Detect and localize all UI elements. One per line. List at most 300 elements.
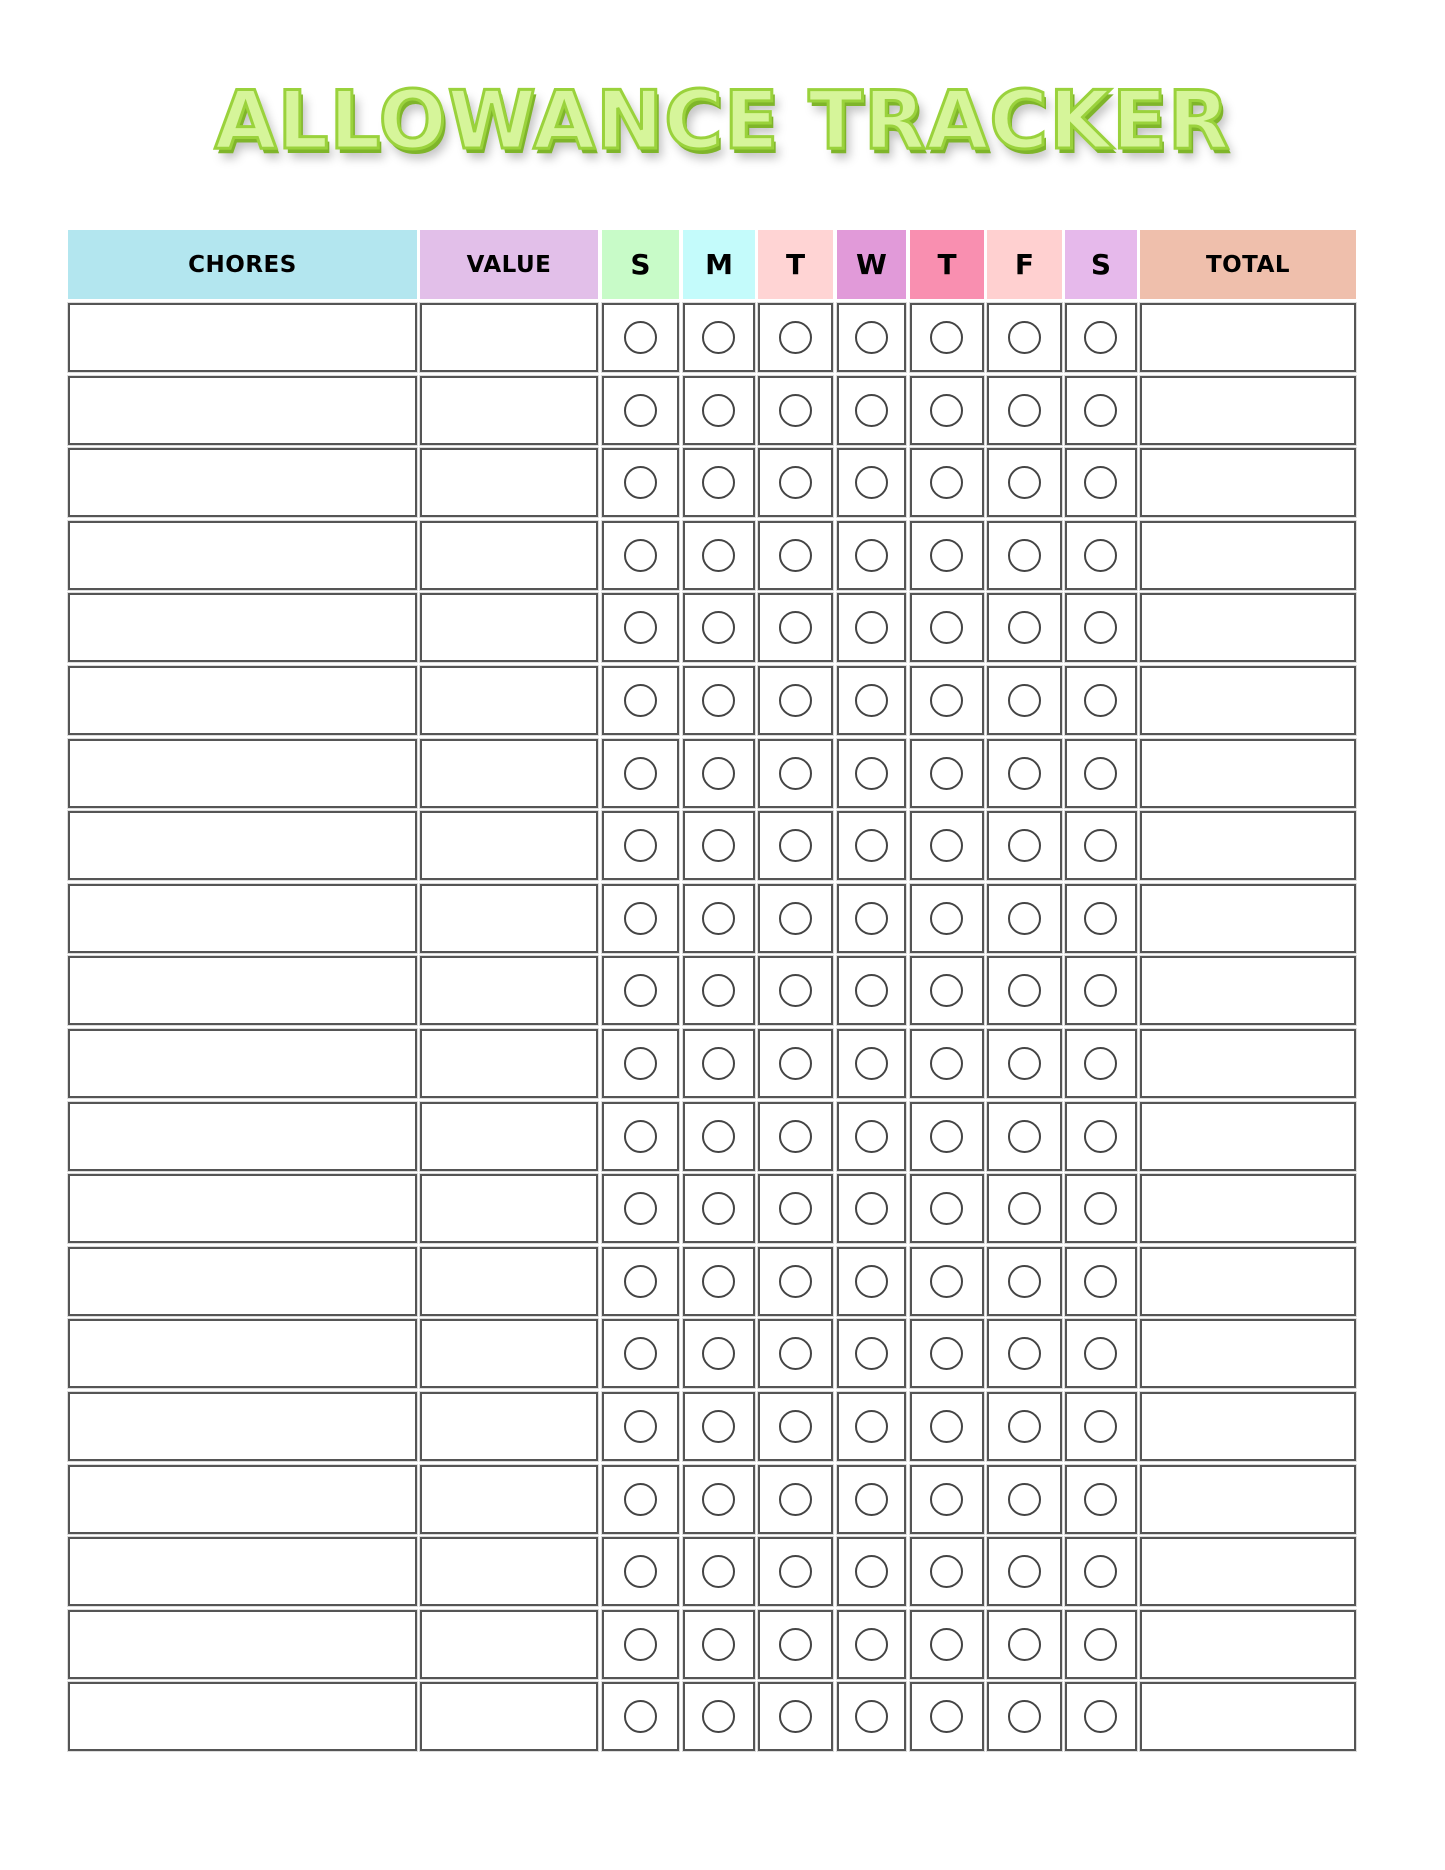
chore-cell[interactable] xyxy=(68,1537,417,1606)
day-check-cell[interactable] xyxy=(910,1247,984,1316)
checkbox-circle[interactable] xyxy=(1084,1555,1117,1588)
checkbox-circle[interactable] xyxy=(930,394,963,427)
checkbox-circle[interactable] xyxy=(855,466,888,499)
checkbox-circle[interactable] xyxy=(1008,1265,1041,1298)
checkbox-circle[interactable] xyxy=(1084,684,1117,717)
day-check-cell[interactable] xyxy=(910,666,984,735)
day-check-cell[interactable] xyxy=(987,739,1062,808)
checkbox-circle[interactable] xyxy=(1084,1410,1117,1443)
total-cell[interactable] xyxy=(1140,1682,1356,1751)
checkbox-circle[interactable] xyxy=(1084,1192,1117,1225)
day-check-cell[interactable] xyxy=(910,1682,984,1751)
checkbox-circle[interactable] xyxy=(702,1410,735,1443)
total-cell[interactable] xyxy=(1140,303,1356,372)
checkbox-circle[interactable] xyxy=(855,829,888,862)
day-check-cell[interactable] xyxy=(837,1610,906,1679)
checkbox-circle[interactable] xyxy=(779,1700,812,1733)
day-check-cell[interactable] xyxy=(987,593,1062,662)
day-check-cell[interactable] xyxy=(837,1319,906,1388)
total-cell[interactable] xyxy=(1140,1247,1356,1316)
checkbox-circle[interactable] xyxy=(1008,394,1041,427)
checkbox-circle[interactable] xyxy=(779,829,812,862)
day-check-cell[interactable] xyxy=(987,1102,1062,1171)
day-check-cell[interactable] xyxy=(602,1319,679,1388)
day-check-cell[interactable] xyxy=(1065,884,1137,953)
chore-cell[interactable] xyxy=(68,1102,417,1171)
day-check-cell[interactable] xyxy=(1065,1537,1137,1606)
checkbox-circle[interactable] xyxy=(702,1628,735,1661)
day-check-cell[interactable] xyxy=(987,448,1062,517)
day-check-cell[interactable] xyxy=(987,1174,1062,1243)
day-check-cell[interactable] xyxy=(837,1247,906,1316)
checkbox-circle[interactable] xyxy=(930,1337,963,1370)
day-check-cell[interactable] xyxy=(758,448,833,517)
checkbox-circle[interactable] xyxy=(930,1120,963,1153)
value-cell[interactable] xyxy=(420,1682,598,1751)
day-check-cell[interactable] xyxy=(602,884,679,953)
checkbox-circle[interactable] xyxy=(624,974,657,1007)
day-check-cell[interactable] xyxy=(602,448,679,517)
day-check-cell[interactable] xyxy=(602,303,679,372)
checkbox-circle[interactable] xyxy=(702,684,735,717)
checkbox-circle[interactable] xyxy=(702,466,735,499)
day-check-cell[interactable] xyxy=(602,739,679,808)
day-check-cell[interactable] xyxy=(910,956,984,1025)
checkbox-circle[interactable] xyxy=(779,1120,812,1153)
checkbox-circle[interactable] xyxy=(624,902,657,935)
day-check-cell[interactable] xyxy=(837,1682,906,1751)
chore-cell[interactable] xyxy=(68,666,417,735)
checkbox-circle[interactable] xyxy=(702,974,735,1007)
value-cell[interactable] xyxy=(420,376,598,445)
day-check-cell[interactable] xyxy=(987,666,1062,735)
checkbox-circle[interactable] xyxy=(624,1047,657,1080)
checkbox-circle[interactable] xyxy=(702,611,735,644)
value-cell[interactable] xyxy=(420,1174,598,1243)
total-cell[interactable] xyxy=(1140,1537,1356,1606)
checkbox-circle[interactable] xyxy=(779,1047,812,1080)
checkbox-circle[interactable] xyxy=(1008,1192,1041,1225)
day-check-cell[interactable] xyxy=(987,1247,1062,1316)
checkbox-circle[interactable] xyxy=(702,829,735,862)
checkbox-circle[interactable] xyxy=(930,974,963,1007)
checkbox-circle[interactable] xyxy=(855,539,888,572)
day-check-cell[interactable] xyxy=(683,666,755,735)
day-check-cell[interactable] xyxy=(1065,1392,1137,1461)
day-check-cell[interactable] xyxy=(910,1392,984,1461)
day-check-cell[interactable] xyxy=(683,1174,755,1243)
checkbox-circle[interactable] xyxy=(855,1410,888,1443)
day-check-cell[interactable] xyxy=(987,1029,1062,1098)
checkbox-circle[interactable] xyxy=(779,1410,812,1443)
checkbox-circle[interactable] xyxy=(1084,1337,1117,1370)
day-check-cell[interactable] xyxy=(683,1102,755,1171)
value-cell[interactable] xyxy=(420,1247,598,1316)
checkbox-circle[interactable] xyxy=(855,974,888,1007)
chore-cell[interactable] xyxy=(68,1174,417,1243)
checkbox-circle[interactable] xyxy=(779,684,812,717)
chore-cell[interactable] xyxy=(68,1682,417,1751)
day-check-cell[interactable] xyxy=(758,1392,833,1461)
day-check-cell[interactable] xyxy=(910,303,984,372)
day-check-cell[interactable] xyxy=(758,1102,833,1171)
checkbox-circle[interactable] xyxy=(855,1337,888,1370)
checkbox-circle[interactable] xyxy=(1084,974,1117,1007)
day-check-cell[interactable] xyxy=(1065,956,1137,1025)
checkbox-circle[interactable] xyxy=(779,611,812,644)
checkbox-circle[interactable] xyxy=(1008,1700,1041,1733)
day-check-cell[interactable] xyxy=(910,521,984,590)
checkbox-circle[interactable] xyxy=(855,757,888,790)
chore-cell[interactable] xyxy=(68,1319,417,1388)
checkbox-circle[interactable] xyxy=(702,394,735,427)
checkbox-circle[interactable] xyxy=(855,1555,888,1588)
day-check-cell[interactable] xyxy=(602,666,679,735)
checkbox-circle[interactable] xyxy=(624,1120,657,1153)
day-check-cell[interactable] xyxy=(837,593,906,662)
checkbox-circle[interactable] xyxy=(855,394,888,427)
checkbox-circle[interactable] xyxy=(702,321,735,354)
day-check-cell[interactable] xyxy=(758,1610,833,1679)
day-check-cell[interactable] xyxy=(910,1537,984,1606)
checkbox-circle[interactable] xyxy=(930,1628,963,1661)
checkbox-circle[interactable] xyxy=(702,1700,735,1733)
day-check-cell[interactable] xyxy=(1065,739,1137,808)
chore-cell[interactable] xyxy=(68,739,417,808)
total-cell[interactable] xyxy=(1140,521,1356,590)
checkbox-circle[interactable] xyxy=(1008,321,1041,354)
checkbox-circle[interactable] xyxy=(930,466,963,499)
checkbox-circle[interactable] xyxy=(1084,829,1117,862)
day-check-cell[interactable] xyxy=(602,593,679,662)
day-check-cell[interactable] xyxy=(602,1537,679,1606)
checkbox-circle[interactable] xyxy=(1008,539,1041,572)
day-check-cell[interactable] xyxy=(910,1102,984,1171)
day-check-cell[interactable] xyxy=(683,448,755,517)
chore-cell[interactable] xyxy=(68,303,417,372)
day-check-cell[interactable] xyxy=(910,376,984,445)
day-check-cell[interactable] xyxy=(758,666,833,735)
day-check-cell[interactable] xyxy=(758,521,833,590)
checkbox-circle[interactable] xyxy=(930,1047,963,1080)
checkbox-circle[interactable] xyxy=(702,1047,735,1080)
checkbox-circle[interactable] xyxy=(624,466,657,499)
checkbox-circle[interactable] xyxy=(702,539,735,572)
day-check-cell[interactable] xyxy=(758,1682,833,1751)
checkbox-circle[interactable] xyxy=(930,539,963,572)
checkbox-circle[interactable] xyxy=(779,1483,812,1516)
total-cell[interactable] xyxy=(1140,1102,1356,1171)
day-check-cell[interactable] xyxy=(1065,1029,1137,1098)
day-check-cell[interactable] xyxy=(987,1319,1062,1388)
chore-cell[interactable] xyxy=(68,593,417,662)
checkbox-circle[interactable] xyxy=(1084,1265,1117,1298)
value-cell[interactable] xyxy=(420,1029,598,1098)
day-check-cell[interactable] xyxy=(910,1029,984,1098)
value-cell[interactable] xyxy=(420,303,598,372)
day-check-cell[interactable] xyxy=(910,448,984,517)
checkbox-circle[interactable] xyxy=(702,1265,735,1298)
checkbox-circle[interactable] xyxy=(1084,1700,1117,1733)
day-check-cell[interactable] xyxy=(837,448,906,517)
day-check-cell[interactable] xyxy=(837,739,906,808)
checkbox-circle[interactable] xyxy=(624,757,657,790)
checkbox-circle[interactable] xyxy=(702,1120,735,1153)
checkbox-circle[interactable] xyxy=(1008,902,1041,935)
checkbox-circle[interactable] xyxy=(702,1337,735,1370)
day-check-cell[interactable] xyxy=(910,884,984,953)
checkbox-circle[interactable] xyxy=(1084,1047,1117,1080)
checkbox-circle[interactable] xyxy=(1084,902,1117,935)
day-check-cell[interactable] xyxy=(910,739,984,808)
day-check-cell[interactable] xyxy=(1065,811,1137,880)
checkbox-circle[interactable] xyxy=(624,829,657,862)
total-cell[interactable] xyxy=(1140,1610,1356,1679)
checkbox-circle[interactable] xyxy=(1084,466,1117,499)
day-check-cell[interactable] xyxy=(837,303,906,372)
checkbox-circle[interactable] xyxy=(1084,1628,1117,1661)
day-check-cell[interactable] xyxy=(987,884,1062,953)
total-cell[interactable] xyxy=(1140,956,1356,1025)
day-check-cell[interactable] xyxy=(758,1319,833,1388)
checkbox-circle[interactable] xyxy=(779,466,812,499)
checkbox-circle[interactable] xyxy=(624,611,657,644)
checkbox-circle[interactable] xyxy=(1008,466,1041,499)
checkbox-circle[interactable] xyxy=(702,757,735,790)
day-check-cell[interactable] xyxy=(602,1174,679,1243)
day-check-cell[interactable] xyxy=(683,1682,755,1751)
checkbox-circle[interactable] xyxy=(930,1192,963,1225)
value-cell[interactable] xyxy=(420,448,598,517)
day-check-cell[interactable] xyxy=(1065,1247,1137,1316)
day-check-cell[interactable] xyxy=(1065,521,1137,590)
total-cell[interactable] xyxy=(1140,666,1356,735)
day-check-cell[interactable] xyxy=(837,1174,906,1243)
day-check-cell[interactable] xyxy=(837,1537,906,1606)
checkbox-circle[interactable] xyxy=(702,902,735,935)
day-check-cell[interactable] xyxy=(837,956,906,1025)
checkbox-circle[interactable] xyxy=(624,1483,657,1516)
chore-cell[interactable] xyxy=(68,448,417,517)
checkbox-circle[interactable] xyxy=(624,539,657,572)
checkbox-circle[interactable] xyxy=(1008,684,1041,717)
chore-cell[interactable] xyxy=(68,811,417,880)
checkbox-circle[interactable] xyxy=(1084,321,1117,354)
day-check-cell[interactable] xyxy=(602,1610,679,1679)
day-check-cell[interactable] xyxy=(602,956,679,1025)
day-check-cell[interactable] xyxy=(683,303,755,372)
checkbox-circle[interactable] xyxy=(930,902,963,935)
checkbox-circle[interactable] xyxy=(624,1410,657,1443)
checkbox-circle[interactable] xyxy=(855,684,888,717)
day-check-cell[interactable] xyxy=(683,739,755,808)
checkbox-circle[interactable] xyxy=(855,611,888,644)
checkbox-circle[interactable] xyxy=(779,1337,812,1370)
value-cell[interactable] xyxy=(420,593,598,662)
checkbox-circle[interactable] xyxy=(930,1555,963,1588)
checkbox-circle[interactable] xyxy=(855,1483,888,1516)
day-check-cell[interactable] xyxy=(683,1392,755,1461)
value-cell[interactable] xyxy=(420,956,598,1025)
day-check-cell[interactable] xyxy=(683,1029,755,1098)
chore-cell[interactable] xyxy=(68,1392,417,1461)
checkbox-circle[interactable] xyxy=(1084,611,1117,644)
day-check-cell[interactable] xyxy=(683,1319,755,1388)
day-check-cell[interactable] xyxy=(683,593,755,662)
day-check-cell[interactable] xyxy=(1065,666,1137,735)
checkbox-circle[interactable] xyxy=(1008,1483,1041,1516)
day-check-cell[interactable] xyxy=(602,1392,679,1461)
value-cell[interactable] xyxy=(420,739,598,808)
day-check-cell[interactable] xyxy=(987,1682,1062,1751)
chore-cell[interactable] xyxy=(68,1247,417,1316)
checkbox-circle[interactable] xyxy=(930,321,963,354)
checkbox-circle[interactable] xyxy=(624,1265,657,1298)
checkbox-circle[interactable] xyxy=(1084,757,1117,790)
checkbox-circle[interactable] xyxy=(1008,1337,1041,1370)
chore-cell[interactable] xyxy=(68,1029,417,1098)
value-cell[interactable] xyxy=(420,666,598,735)
checkbox-circle[interactable] xyxy=(1084,1120,1117,1153)
day-check-cell[interactable] xyxy=(602,1029,679,1098)
checkbox-circle[interactable] xyxy=(1008,1555,1041,1588)
day-check-cell[interactable] xyxy=(910,1465,984,1534)
checkbox-circle[interactable] xyxy=(779,902,812,935)
value-cell[interactable] xyxy=(420,1465,598,1534)
checkbox-circle[interactable] xyxy=(855,1120,888,1153)
checkbox-circle[interactable] xyxy=(930,1700,963,1733)
day-check-cell[interactable] xyxy=(602,1682,679,1751)
total-cell[interactable] xyxy=(1140,1174,1356,1243)
day-check-cell[interactable] xyxy=(602,376,679,445)
checkbox-circle[interactable] xyxy=(1008,829,1041,862)
checkbox-circle[interactable] xyxy=(779,974,812,1007)
checkbox-circle[interactable] xyxy=(702,1483,735,1516)
day-check-cell[interactable] xyxy=(683,956,755,1025)
day-check-cell[interactable] xyxy=(602,1102,679,1171)
checkbox-circle[interactable] xyxy=(1084,394,1117,427)
day-check-cell[interactable] xyxy=(758,884,833,953)
total-cell[interactable] xyxy=(1140,1465,1356,1534)
day-check-cell[interactable] xyxy=(758,956,833,1025)
checkbox-circle[interactable] xyxy=(624,394,657,427)
day-check-cell[interactable] xyxy=(683,1610,755,1679)
day-check-cell[interactable] xyxy=(837,1029,906,1098)
total-cell[interactable] xyxy=(1140,448,1356,517)
day-check-cell[interactable] xyxy=(683,811,755,880)
checkbox-circle[interactable] xyxy=(930,611,963,644)
day-check-cell[interactable] xyxy=(758,376,833,445)
value-cell[interactable] xyxy=(420,1610,598,1679)
day-check-cell[interactable] xyxy=(683,376,755,445)
day-check-cell[interactable] xyxy=(987,956,1062,1025)
checkbox-circle[interactable] xyxy=(930,684,963,717)
checkbox-circle[interactable] xyxy=(624,1555,657,1588)
value-cell[interactable] xyxy=(420,1392,598,1461)
total-cell[interactable] xyxy=(1140,1029,1356,1098)
day-check-cell[interactable] xyxy=(1065,1102,1137,1171)
day-check-cell[interactable] xyxy=(837,666,906,735)
checkbox-circle[interactable] xyxy=(930,1265,963,1298)
checkbox-circle[interactable] xyxy=(779,1265,812,1298)
checkbox-circle[interactable] xyxy=(1008,1047,1041,1080)
checkbox-circle[interactable] xyxy=(1008,611,1041,644)
day-check-cell[interactable] xyxy=(602,811,679,880)
day-check-cell[interactable] xyxy=(987,376,1062,445)
day-check-cell[interactable] xyxy=(1065,1465,1137,1534)
checkbox-circle[interactable] xyxy=(855,1047,888,1080)
day-check-cell[interactable] xyxy=(987,1610,1062,1679)
day-check-cell[interactable] xyxy=(758,1247,833,1316)
day-check-cell[interactable] xyxy=(987,1392,1062,1461)
day-check-cell[interactable] xyxy=(1065,1610,1137,1679)
value-cell[interactable] xyxy=(420,884,598,953)
day-check-cell[interactable] xyxy=(837,1392,906,1461)
checkbox-circle[interactable] xyxy=(624,321,657,354)
day-check-cell[interactable] xyxy=(758,811,833,880)
day-check-cell[interactable] xyxy=(683,521,755,590)
day-check-cell[interactable] xyxy=(1065,1682,1137,1751)
checkbox-circle[interactable] xyxy=(779,1628,812,1661)
total-cell[interactable] xyxy=(1140,1319,1356,1388)
total-cell[interactable] xyxy=(1140,884,1356,953)
chore-cell[interactable] xyxy=(68,956,417,1025)
value-cell[interactable] xyxy=(420,1102,598,1171)
value-cell[interactable] xyxy=(420,1319,598,1388)
day-check-cell[interactable] xyxy=(1065,1174,1137,1243)
checkbox-circle[interactable] xyxy=(624,1628,657,1661)
day-check-cell[interactable] xyxy=(910,811,984,880)
checkbox-circle[interactable] xyxy=(855,1192,888,1225)
day-check-cell[interactable] xyxy=(1065,448,1137,517)
day-check-cell[interactable] xyxy=(602,1465,679,1534)
checkbox-circle[interactable] xyxy=(779,394,812,427)
day-check-cell[interactable] xyxy=(910,593,984,662)
day-check-cell[interactable] xyxy=(758,1174,833,1243)
chore-cell[interactable] xyxy=(68,521,417,590)
day-check-cell[interactable] xyxy=(683,1537,755,1606)
checkbox-circle[interactable] xyxy=(779,1192,812,1225)
checkbox-circle[interactable] xyxy=(779,321,812,354)
checkbox-circle[interactable] xyxy=(624,1337,657,1370)
checkbox-circle[interactable] xyxy=(930,757,963,790)
checkbox-circle[interactable] xyxy=(624,684,657,717)
day-check-cell[interactable] xyxy=(758,1537,833,1606)
checkbox-circle[interactable] xyxy=(779,757,812,790)
day-check-cell[interactable] xyxy=(1065,376,1137,445)
day-check-cell[interactable] xyxy=(1065,593,1137,662)
checkbox-circle[interactable] xyxy=(1008,1410,1041,1443)
day-check-cell[interactable] xyxy=(758,303,833,372)
checkbox-circle[interactable] xyxy=(855,321,888,354)
value-cell[interactable] xyxy=(420,521,598,590)
day-check-cell[interactable] xyxy=(758,1029,833,1098)
day-check-cell[interactable] xyxy=(837,376,906,445)
day-check-cell[interactable] xyxy=(987,1465,1062,1534)
day-check-cell[interactable] xyxy=(987,521,1062,590)
checkbox-circle[interactable] xyxy=(1008,757,1041,790)
day-check-cell[interactable] xyxy=(1065,303,1137,372)
value-cell[interactable] xyxy=(420,1537,598,1606)
value-cell[interactable] xyxy=(420,811,598,880)
checkbox-circle[interactable] xyxy=(702,1192,735,1225)
day-check-cell[interactable] xyxy=(910,1174,984,1243)
checkbox-circle[interactable] xyxy=(1008,1120,1041,1153)
checkbox-circle[interactable] xyxy=(624,1700,657,1733)
day-check-cell[interactable] xyxy=(837,521,906,590)
total-cell[interactable] xyxy=(1140,739,1356,808)
day-check-cell[interactable] xyxy=(1065,1319,1137,1388)
